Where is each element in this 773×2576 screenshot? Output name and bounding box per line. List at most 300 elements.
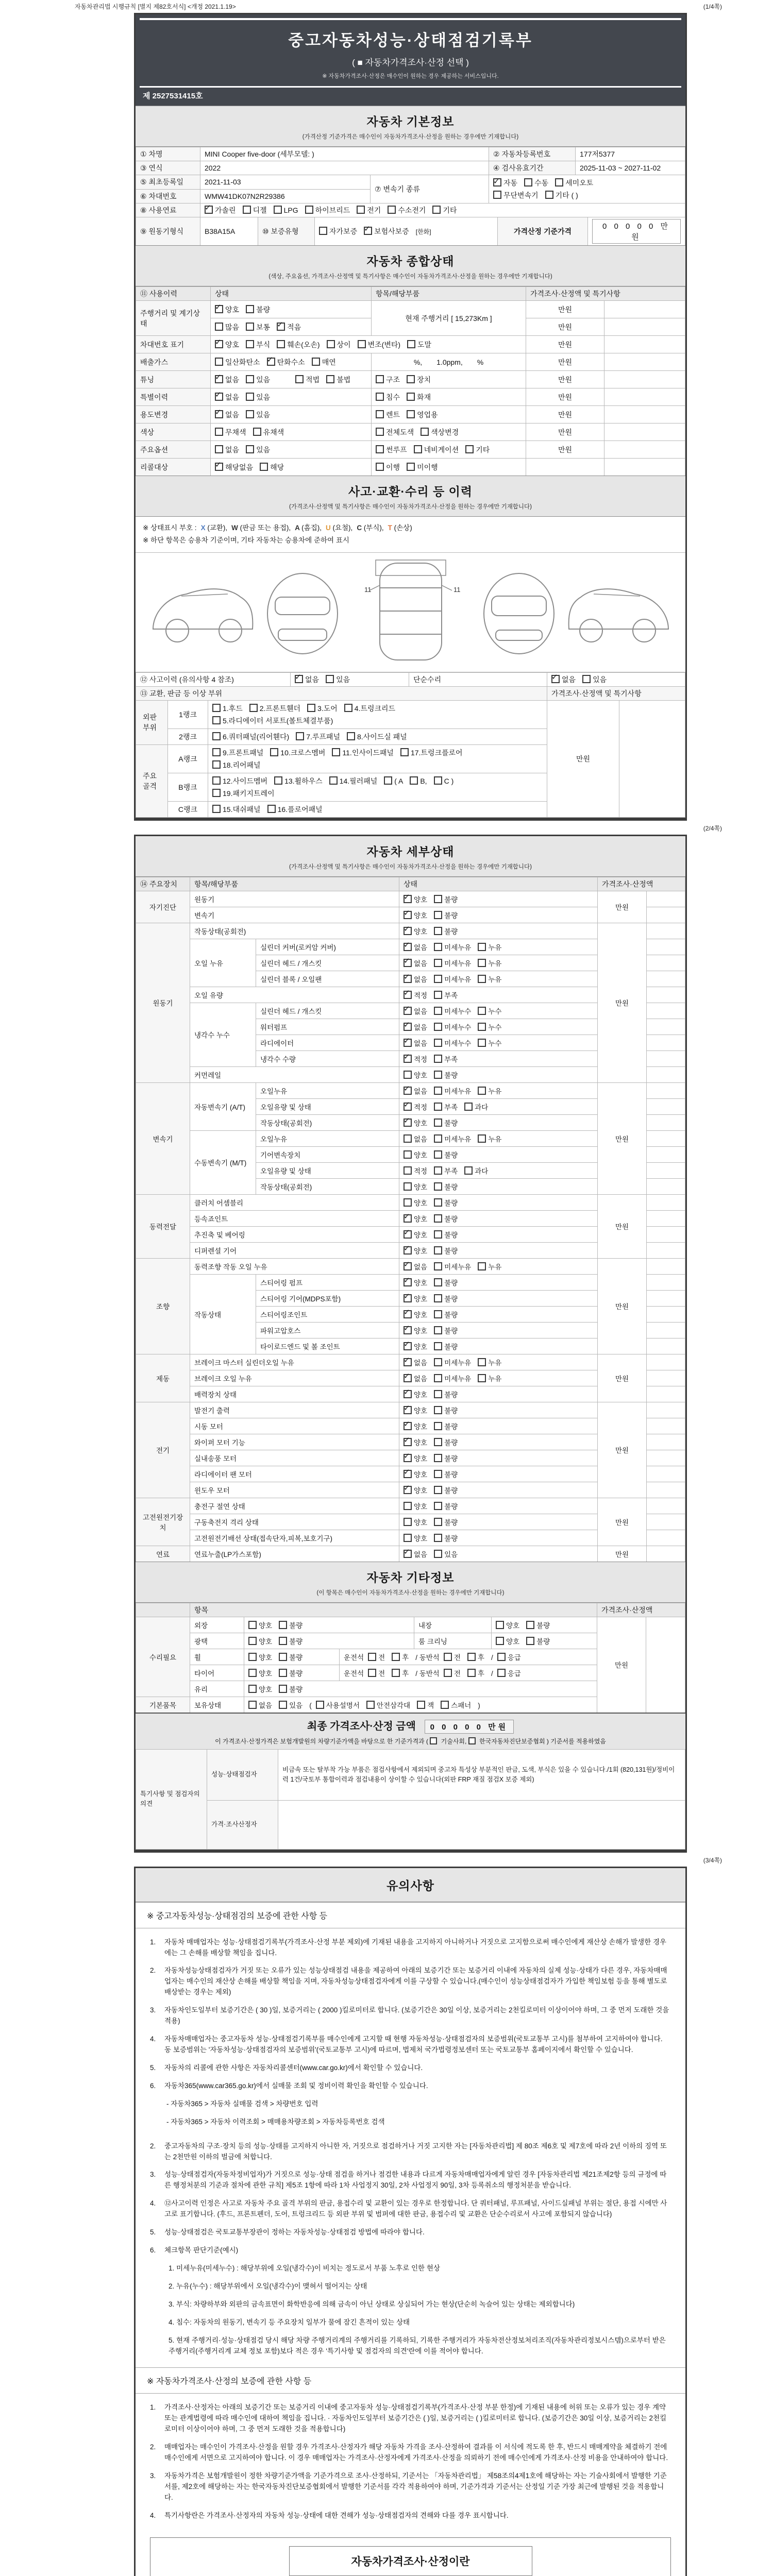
- option-label: 양호: [414, 1231, 428, 1239]
- checkbox-checked: [404, 1103, 412, 1111]
- final-price-band: [136, 1713, 685, 1750]
- text: (교환),: [207, 524, 228, 532]
- checkbox-option: [305, 205, 350, 215]
- option-label: 영업용: [417, 410, 438, 419]
- overall-row: [136, 371, 685, 388]
- checkbox-checked: [404, 1087, 412, 1095]
- checkbox-option: [215, 304, 239, 315]
- rank-items: [208, 728, 547, 744]
- device-item-label: 작동상태(공회전): [256, 1114, 399, 1130]
- overall-row: [136, 336, 685, 353]
- device-note-cell: [647, 1194, 685, 1210]
- option-label: 없음: [414, 1087, 428, 1095]
- checkbox-option: [434, 1117, 458, 1128]
- notice-item-number: 6.: [150, 2081, 156, 2090]
- option-label: 양호: [414, 1422, 428, 1431]
- etc-title: 자동차 기타정보: [366, 1570, 455, 1584]
- basic-info-section-header: [136, 106, 685, 147]
- notice-item: [136, 2438, 685, 2467]
- device-subgroup-label: 작동상태: [190, 1274, 256, 1354]
- device-note-cell: [647, 907, 685, 923]
- option-label: 매연: [322, 358, 336, 366]
- option-label: 불량: [444, 1534, 458, 1543]
- note-cell: [604, 353, 685, 371]
- checkbox-option: [295, 674, 319, 685]
- checkbox-option: [404, 1054, 427, 1064]
- checkbox-unchecked: [368, 1653, 376, 1661]
- option-label: 불량: [444, 1406, 458, 1415]
- checkbox-unchecked: [329, 776, 338, 785]
- option-label: 양호: [414, 911, 428, 920]
- checkbox-option: [493, 177, 517, 189]
- option-label: 누유: [488, 1135, 502, 1143]
- checkbox-option: [253, 427, 284, 437]
- usage-history-label: 배출가스: [136, 353, 211, 371]
- checkbox-option: [212, 715, 333, 727]
- rank-label: 1랭크: [168, 700, 208, 728]
- note-cell: [604, 371, 685, 388]
- notice-item: [136, 2467, 685, 2507]
- checkbox-unchecked: [496, 1637, 504, 1645]
- checkbox-unchecked: [434, 1246, 442, 1255]
- detail-title: 자동차 세부상태: [366, 844, 455, 858]
- checkbox-option: [329, 775, 378, 787]
- device-state-cell: [399, 1322, 598, 1338]
- checkbox-checked: [404, 911, 412, 919]
- device-note-cell: [647, 1098, 685, 1114]
- device-state-cell: [399, 1114, 598, 1130]
- notice-item-text: 가격조사·산정자는 아래의 보증기간 또는 보증거리 이내에 중고자동차 성능·상태점검기록부(가격조사·산정 부분 한정)에 기재된 내용에 허위 또는 오류가 있는 경우 계약 또는 관계법령에 따라 매수인에 대하여 책임을 집니다. · 자동차인도일부터 보증기간은 ( )일, 보증거리는 ( )킬로미터로 합니다. (보증기간은 30일 이상, 보증거리는 2천킬로미터 이상이어야 하며, 그 중 먼저 도래한 것을 적용합니다): [164, 2403, 667, 2433]
- checkbox-option: [215, 357, 260, 367]
- checkbox-option: [404, 894, 427, 904]
- notice-item-text: 자동차의 리콜에 관한 사항은 자동차리콜센터(www.car.go.kr)에서 확인할 수 있습니다.: [164, 2063, 423, 2072]
- checkbox-option: [376, 392, 400, 402]
- notice-item: [136, 2399, 685, 2438]
- checkbox-option: [215, 392, 239, 402]
- text: 주요: [142, 771, 157, 780]
- text: (흠집),: [301, 524, 322, 532]
- checkbox-unchecked: [582, 675, 591, 683]
- option-label: 양호: [414, 1119, 428, 1127]
- price-cell: 만원: [526, 423, 604, 441]
- checkbox-option: [478, 1086, 501, 1096]
- option-label: 부족: [444, 1103, 458, 1111]
- checkbox-option: [246, 375, 270, 385]
- checkbox-unchecked: [279, 1653, 287, 1661]
- checkbox-option: [434, 1245, 458, 1256]
- device-item-label: 배력장치 상태: [190, 1386, 399, 1402]
- option-label: 불량: [444, 895, 458, 904]
- usage-history-label: 리콜대상: [136, 459, 211, 476]
- detail-section-header: [136, 836, 685, 877]
- usage-history-label: 튜닝: [136, 371, 211, 388]
- checkbox-option: [344, 702, 395, 715]
- checkbox-option: [434, 1277, 458, 1287]
- checkbox-unchecked: [212, 776, 221, 785]
- state-cell: [211, 459, 372, 476]
- checkbox-unchecked: [434, 1134, 442, 1143]
- checkbox-unchecked: [212, 789, 221, 797]
- first-reg-label: ⑤ 최초등록일: [136, 175, 200, 190]
- checkbox-checked: [404, 1438, 412, 1446]
- rank-item-line: [212, 759, 543, 771]
- checkbox-option: [215, 410, 239, 420]
- notice-item: [136, 2242, 685, 2260]
- option-label: 변조(변타): [367, 340, 401, 349]
- device-state-cell: [399, 1210, 598, 1226]
- price-cell: 만원: [526, 336, 604, 353]
- panel-rank-row: [136, 700, 685, 728]
- option-label: 양호: [414, 1183, 428, 1191]
- checkbox-checked: [404, 1486, 412, 1494]
- checkbox-unchecked: [444, 1653, 452, 1661]
- checkbox-unchecked: [432, 206, 441, 214]
- rank-item-line: [212, 702, 543, 715]
- detail-row: [136, 923, 685, 939]
- checkbox-unchecked: [434, 1406, 442, 1414]
- checkbox-option: [478, 974, 501, 984]
- checkbox-unchecked: [497, 1669, 506, 1677]
- final-price-note: [136, 1737, 685, 1745]
- checkbox-option: [407, 410, 438, 420]
- device-note-cell: [647, 1114, 685, 1130]
- option-label: 11.인사이드패널: [342, 748, 394, 757]
- checkbox-option: [434, 990, 458, 1000]
- checkbox-option: [478, 958, 501, 968]
- checkbox-option: [434, 1070, 458, 1080]
- device-note-cell: [647, 1274, 685, 1290]
- checkbox-option: [376, 462, 400, 472]
- device-group-label: 조향: [136, 1258, 190, 1354]
- checkbox-unchecked: [400, 748, 409, 756]
- checkbox-checked: [267, 358, 275, 366]
- option-label: 불량: [444, 1502, 458, 1511]
- text: /: [491, 1669, 493, 1677]
- option-label: 부식: [256, 340, 271, 349]
- diagram-part-number-left: 11: [364, 585, 371, 594]
- option-label: 양호: [414, 1247, 428, 1255]
- checkbox-option: [404, 1469, 427, 1479]
- text: / 동반석: [415, 1669, 440, 1677]
- device-item-label: 실내송풍 모터: [190, 1450, 399, 1466]
- option-label: 불량: [444, 1454, 458, 1463]
- engine-type-value: B38A15A: [200, 217, 258, 246]
- option-label: 화재: [417, 393, 431, 401]
- checkbox-option: [434, 1213, 458, 1224]
- option-label: 불량: [444, 1343, 458, 1351]
- notice-subitem-text: 4. 침수: 자동차의 원동기, 변속기 등 주요장치 일부가 물에 잠긴 흔적이 있는 상태: [169, 2318, 410, 2326]
- option-label: 전: [378, 1653, 385, 1662]
- checkbox-unchecked: [434, 927, 442, 935]
- option-label: 이행: [386, 463, 400, 471]
- option-label: 16.플로어패널: [277, 805, 323, 814]
- checkbox-option: [277, 340, 320, 350]
- checkbox-unchecked: [376, 393, 384, 401]
- checkbox-unchecked: [407, 340, 415, 348]
- rank-label: A랭크: [168, 744, 208, 773]
- option-label: 일산화탄소: [225, 358, 260, 366]
- option-label: 불량: [444, 1422, 458, 1431]
- option-label: 없음: [414, 975, 428, 984]
- overall-col-price: 가격조사·산정액 및 특기사항: [526, 287, 685, 301]
- checkbox-checked: [215, 375, 223, 383]
- checkbox-unchecked: [434, 943, 442, 951]
- checkbox-unchecked: [434, 1438, 442, 1446]
- checkbox-unchecked: [307, 704, 315, 712]
- checkbox-checked: [493, 178, 501, 187]
- option-label: 있음: [256, 445, 271, 454]
- device-item-label: 구동축전지 격리 상태: [190, 1514, 399, 1530]
- basic-info-row-2: [136, 175, 685, 204]
- reg-no-label: ② 자동차등록번호: [489, 147, 576, 161]
- option-label: 후: [402, 1669, 409, 1677]
- note-cell: [604, 388, 685, 406]
- device-note-cell: [647, 1418, 685, 1434]
- rank-item-line: [212, 803, 543, 816]
- checkbox-unchecked: [392, 1669, 400, 1677]
- etc-blank-head: [136, 1603, 190, 1617]
- checkbox-option: [404, 1038, 427, 1048]
- checkbox-unchecked: [465, 445, 474, 453]
- vin-value: WMW41DK07N2R29386: [200, 189, 371, 204]
- detail-row: [136, 1498, 685, 1514]
- option-label: 과다: [475, 1103, 489, 1111]
- option-label: 해당: [270, 463, 284, 471]
- device-price-cell: 만원: [598, 1498, 647, 1546]
- checkbox-option: [248, 1684, 272, 1694]
- checkbox-unchecked: [434, 1470, 442, 1478]
- notice-item-text: 체크항목 판단기준(예시): [164, 2246, 239, 2255]
- detail-col-price: 가격조사·산정액: [598, 877, 685, 891]
- checkbox-checked: [404, 943, 412, 951]
- device-group-label: 변속기: [136, 1082, 190, 1194]
- checkbox-unchecked: [249, 704, 258, 712]
- device-note-cell: [647, 1226, 685, 1242]
- state-cell: [211, 336, 526, 353]
- checkbox-unchecked: [496, 1621, 504, 1629]
- checkbox-option: [404, 1485, 427, 1495]
- option-label: 양호: [414, 1071, 428, 1079]
- checkbox-option: [434, 1006, 471, 1016]
- checkbox-unchecked: [434, 1182, 442, 1191]
- checkbox-option: [478, 1261, 501, 1272]
- device-item-label: 워터펌프: [256, 1019, 399, 1035]
- text: 부위: [142, 723, 157, 732]
- detail-row: [136, 1402, 685, 1418]
- checkbox-option: [496, 1636, 519, 1646]
- option-label: 불량: [444, 911, 458, 920]
- checkbox-checked: [205, 206, 213, 214]
- checkbox-checked: [404, 1342, 412, 1350]
- inspection-value: 2025-11-03 ~ 2027-11-02: [576, 161, 685, 175]
- device-note-cell: [647, 1322, 685, 1338]
- device-state-cell: [399, 1466, 598, 1482]
- checkbox-checked: [404, 1390, 412, 1398]
- detail-row: [136, 1258, 685, 1274]
- car-diagram-top: [369, 560, 452, 660]
- notice-list-b: [136, 2134, 685, 2368]
- device-state-cell: [399, 1498, 598, 1514]
- note-cell: [604, 318, 685, 336]
- device-state-cell: [399, 907, 598, 923]
- device-item-label: 실린더 커버(로커암 커버): [256, 939, 399, 955]
- option-label: 15.대쉬패널: [223, 805, 261, 814]
- option-label: 보통: [256, 323, 271, 331]
- checkbox-unchecked: [326, 375, 334, 383]
- option-label: 불량: [289, 1653, 303, 1662]
- option-label: 없음: [414, 1007, 428, 1015]
- checkbox-option: [434, 1309, 458, 1319]
- checkbox-checked: [404, 1550, 412, 1558]
- checkbox-unchecked: [404, 1198, 412, 1207]
- checkbox-unchecked: [434, 1103, 442, 1111]
- device-item-label: 오일 유량: [190, 987, 399, 1003]
- checkbox-option: [478, 1006, 501, 1016]
- etc-col-price: 가격조사·산정액: [597, 1603, 685, 1617]
- checkbox-option: [248, 1700, 272, 1710]
- device-item-label: 시동 모터: [190, 1418, 399, 1434]
- opinion-table: [136, 1749, 685, 1850]
- notice-item-number: 2.: [150, 1967, 156, 1975]
- device-item-label: 브레이크 오일 누유: [190, 1370, 399, 1386]
- checkbox-unchecked: [434, 776, 442, 785]
- checkbox-unchecked: [279, 1669, 287, 1677]
- checkbox-option: [404, 1309, 427, 1319]
- device-note-cell: [647, 1035, 685, 1050]
- device-note-cell: [647, 1306, 685, 1322]
- price-survey-select-line: ( ■ 자동차가격조사·산정 선택 ): [352, 58, 469, 67]
- checkbox-unchecked: [274, 206, 282, 214]
- detail-state-table: [136, 877, 685, 1562]
- checkbox-option: [215, 445, 239, 455]
- checkbox-unchecked: [215, 445, 223, 453]
- state-code-letter: T: [388, 524, 394, 532]
- notice-item-number: 2.: [150, 2142, 156, 2150]
- notice-item-number: 4.: [150, 2511, 156, 2519]
- option-label: B,: [420, 776, 427, 785]
- inspector-opinion-text: 비금속 또는 탈부착 가능 부품은 점검사항에서 제외되며 중고차 특성상 부분적인 판금, 도색, 부식은 있을 수 있습니다./1회 (820,131원)/정비이력 1건/국토부 통합이력과 점검내용이 상이할 수 있습니다(외판 FRP 재질 점검X 보증 제외): [278, 1749, 685, 1800]
- notice-subitem: [136, 2260, 685, 2278]
- option-label: 전기: [367, 206, 381, 214]
- notice-subitem-text: 2. 누유(누수) : 해당부위에서 오일(냉각수)이 맺혀서 떨어지는 상태: [169, 2282, 367, 2290]
- fuel-label: ⑧ 사용연료: [136, 204, 200, 217]
- device-item-label: 스티어링 기어(MDPS포함): [256, 1290, 399, 1306]
- checkbox-option: [279, 1620, 303, 1630]
- panel-group-label: [136, 700, 168, 744]
- checkbox-checked: [404, 1246, 412, 1255]
- option-label: 불량: [444, 1311, 458, 1319]
- checkbox-checked: [404, 1230, 412, 1239]
- notice-item: [136, 1962, 685, 2002]
- state-cell: [211, 441, 372, 459]
- option-label: 양호: [414, 1391, 428, 1399]
- device-state-cell: [399, 1450, 598, 1466]
- option-label: 양호: [259, 1653, 273, 1662]
- device-item-label: 오일누유: [256, 1082, 399, 1098]
- vin-label: ⑥ 차대번호: [136, 189, 200, 204]
- option-label: 8.사이드실 패널: [357, 732, 407, 741]
- note-cell: [604, 441, 685, 459]
- checkbox-option: [478, 1373, 501, 1383]
- state-cell: [211, 353, 372, 371]
- checkbox-unchecked: [344, 704, 352, 712]
- checkbox-option: [434, 1101, 458, 1112]
- device-price-cell: 만원: [598, 923, 647, 1082]
- checkbox-option: [267, 803, 323, 816]
- option-label: 불량: [444, 1151, 458, 1159]
- device-note-cell: [647, 955, 685, 971]
- checkbox-option: [404, 1165, 427, 1176]
- notice-subitem-text: 3. 부식: 차량하부와 외판의 금속표면이 화학반응에 의해 금속이 아닌 상태로 상실되어 가는 현상(단순히 녹슬어 있는 상태는 제외합니다): [169, 2300, 575, 2308]
- device-state-cell: [399, 1258, 598, 1274]
- checkbox-unchecked: [404, 1150, 412, 1159]
- checkbox-unchecked: [478, 1262, 486, 1270]
- text: (부식),: [363, 524, 384, 532]
- checkbox-option: [524, 177, 548, 189]
- device-state-cell: [399, 1418, 598, 1434]
- device-note-cell: [647, 1530, 685, 1546]
- checkbox-option: [404, 1006, 427, 1016]
- checkbox-unchecked: [368, 1669, 376, 1677]
- checkbox-option: [404, 1133, 427, 1144]
- option-label: 불량: [444, 1247, 458, 1255]
- option-label: 전체도색: [386, 428, 414, 436]
- checkbox-option: [493, 189, 539, 201]
- checkbox-unchecked: [467, 1653, 476, 1661]
- option-label: 세미오토: [565, 179, 594, 187]
- accident-title: 사고·교환·수리 등 이력: [348, 485, 473, 498]
- option-label: 불량: [444, 1295, 458, 1303]
- device-group-label: 전기: [136, 1402, 190, 1498]
- page-number-3: (3/4쪽): [703, 1856, 722, 1864]
- checkbox-unchecked: [404, 1182, 412, 1191]
- checkbox-checked: [295, 675, 303, 683]
- checkbox-option: [270, 747, 325, 759]
- checkbox-option: [545, 189, 578, 201]
- device-state-cell: [399, 1402, 598, 1418]
- checkbox-unchecked: [246, 340, 254, 348]
- car-name-value: MINI Cooper five-door (세부모델: ): [200, 147, 489, 161]
- overall-row: [136, 388, 685, 406]
- car-diagram-panel: [136, 553, 685, 672]
- checkbox-unchecked: [212, 748, 221, 756]
- device-note-cell: [647, 1082, 685, 1098]
- device-group-label: 연료: [136, 1546, 190, 1562]
- device-state-cell: [399, 1066, 598, 1082]
- option-label: 9.프론트패널: [223, 748, 264, 757]
- device-note-cell: [647, 1546, 685, 1562]
- notice-subitem: [136, 2332, 685, 2361]
- checkbox-unchecked: [305, 206, 313, 214]
- year-value: 2022: [200, 161, 489, 175]
- checkbox-option: [376, 427, 414, 437]
- option-label: 없음: [414, 1023, 428, 1031]
- price-cell: 만원: [526, 318, 604, 336]
- service-note: ※ 자동차가격조사·산정은 매수인이 원하는 경우 제공하는 서비스입니다.: [322, 73, 499, 79]
- rank-item-line: [212, 731, 543, 743]
- notice-list-c: [136, 2394, 685, 2527]
- accident-note: (가격조사·산정액 및 특기사항은 매수인이 자동차가격조사·산정을 원하는 경우에만 기재합니다): [289, 504, 532, 510]
- checkbox-option: [212, 775, 267, 787]
- option-label: 양호: [414, 927, 428, 936]
- checkbox-option: [376, 410, 400, 420]
- checkbox-unchecked: [444, 1669, 452, 1677]
- checkbox-option: [404, 1277, 427, 1287]
- checkbox-unchecked: [434, 1486, 442, 1494]
- text: 외판: [142, 713, 157, 722]
- car-diagram-side-left: [153, 589, 253, 642]
- checkbox-option: [246, 410, 270, 420]
